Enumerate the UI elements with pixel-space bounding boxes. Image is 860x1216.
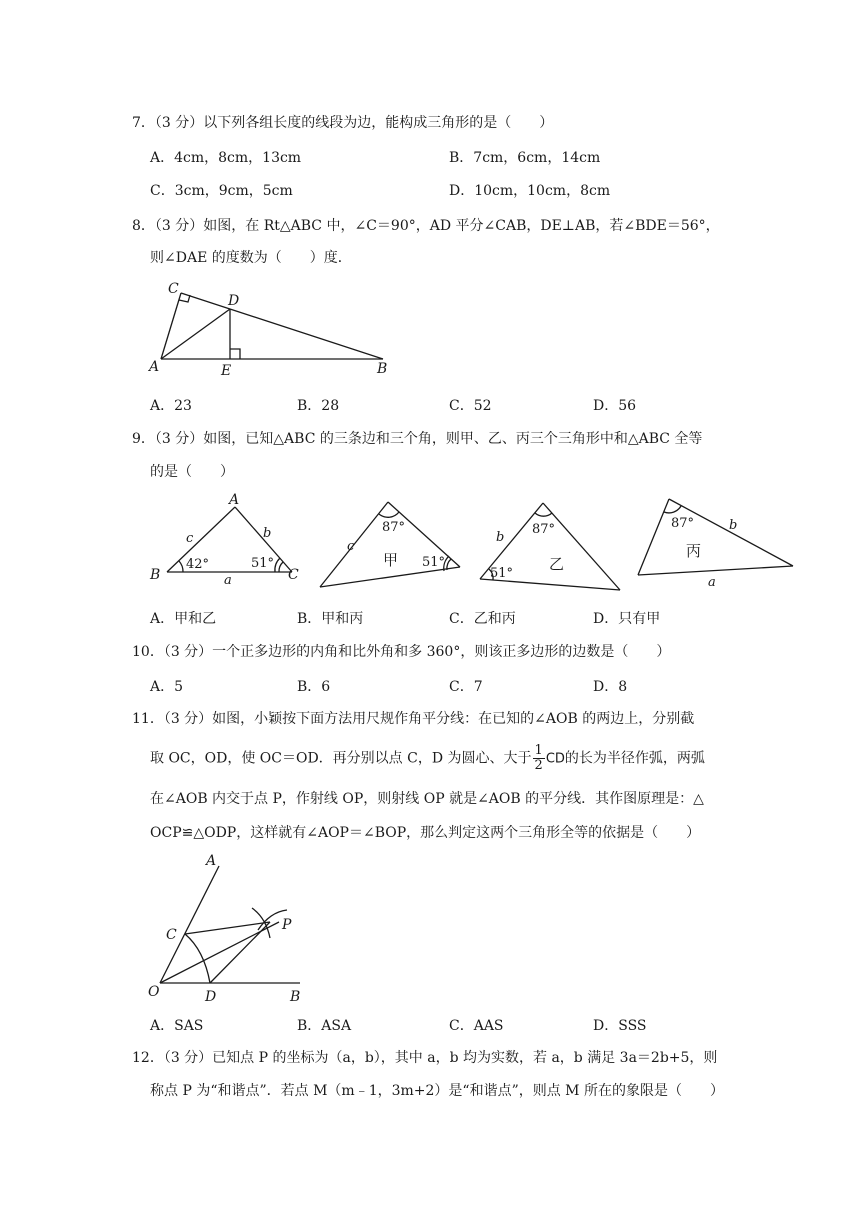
q9-bing-angle: 87° xyxy=(671,516,695,531)
q9-abc-label-a: A xyxy=(229,492,240,508)
q11-fraction xyxy=(533,744,545,773)
q10-option-a[interactable]: A．5 xyxy=(150,679,184,695)
q12-stem-line1: 12．（3 分）已知点 P 的坐标为（a，b），其中 a，b 均为实数，若 a，b 满足 3a＝2b+5，则 xyxy=(132,1050,718,1066)
q10-option-b[interactable]: B．6 xyxy=(297,679,331,695)
q9-stem-line1: 9．（3 分）如图，已知△ABC 的三条边和三个角，则甲、乙、丙三个三角形中和△ABC 全等 xyxy=(132,431,703,447)
q8-stem-line1: 8．（3 分）如图，在 Rt△ABC 中，∠C＝90°，AD 平分∠CAB，DE⊥AB，若∠BDE＝56°， xyxy=(132,218,720,234)
q9-yi-side-b: b xyxy=(496,530,505,545)
q11-stem-line4: OCP≌△ODP，这样就有∠AOP＝∠BOP，那么判定这两个三角形全等的依据是（ ） xyxy=(150,825,701,841)
q8-label-b: B xyxy=(377,361,388,377)
q9-abc-angle-b: 42° xyxy=(186,557,210,572)
q9-jia-name: 甲 xyxy=(383,551,399,569)
q11-option-c[interactable]: C．AAS xyxy=(449,1018,504,1034)
q11-option-d[interactable]: D．SSS xyxy=(593,1018,647,1034)
q9-jia-angle-right: 51° xyxy=(422,555,446,570)
q11-label-d: D xyxy=(205,989,217,1005)
q8-label-e: E xyxy=(221,363,232,379)
q8-option-b[interactable]: B．28 xyxy=(297,398,340,414)
q9-yi-angle-left: 51° xyxy=(490,566,514,581)
q11-frac-num: 1 xyxy=(534,743,543,758)
q8-label-a: A xyxy=(149,359,160,375)
q11-frac-tail: CD xyxy=(545,751,565,767)
q8-label-d: D xyxy=(228,293,240,309)
q9-abc-label-b: B xyxy=(150,567,161,583)
q9-abc-side-a: a xyxy=(224,573,232,588)
q9-bing-side-b: b xyxy=(729,518,738,533)
q9-figure xyxy=(140,488,800,590)
q7-option-c[interactable]: C．3cm，9cm，5cm xyxy=(150,183,293,199)
q11-stem-line1: 11．（3 分）如图，小颖按下面方法用尺规作角平分线：在已知的∠AOB 的两边上，分别截 xyxy=(132,711,695,727)
q8-option-d[interactable]: D．56 xyxy=(593,398,637,414)
q7-stem: 7．（3 分）以下列各组长度的线段为边，能构成三角形的是（ ） xyxy=(132,115,554,131)
q8-option-c[interactable]: C．52 xyxy=(449,398,492,414)
q10-stem: 10．（3 分）一个正多边形的内角和比外角和多 360°，则该正多边形的边数是（ ） xyxy=(132,644,671,660)
q11-line2-pre: 取 OC，OD，使 OC＝OD．再分别以点 C，D 为圆心、大于 xyxy=(150,750,532,767)
q11-label-c: C xyxy=(166,927,177,943)
q11-label-b: B xyxy=(290,989,301,1005)
q7-option-d[interactable]: D．10cm，10cm，8cm xyxy=(449,183,611,199)
q10-option-c[interactable]: C．7 xyxy=(449,679,483,695)
q11-stem-line2 xyxy=(150,744,705,773)
q9-option-a[interactable]: A．甲和乙 xyxy=(150,611,217,627)
q9-option-d[interactable]: D．只有甲 xyxy=(593,611,661,627)
q11-line2-post: 的长为半径作弧，两弧 xyxy=(564,750,705,767)
q9-bing-side-a: a xyxy=(708,575,716,590)
q9-option-c[interactable]: C．乙和丙 xyxy=(449,611,516,627)
q7-option-b[interactable]: B．7cm，6cm，14cm xyxy=(449,150,601,166)
q8-figure xyxy=(140,278,400,378)
q11-label-p: P xyxy=(282,917,292,933)
q9-jia-side-c: c xyxy=(347,539,355,554)
q7-option-a[interactable]: A．4cm，8cm，13cm xyxy=(150,150,302,166)
q9-abc-angle-c: 51° xyxy=(251,556,275,571)
q9-bing-name: 丙 xyxy=(686,542,702,560)
q9-jia-angle-top: 87° xyxy=(382,520,406,535)
q9-stem-line2: 的是（ ） xyxy=(150,464,234,480)
q9-yi-angle-top: 87° xyxy=(532,522,556,537)
q9-option-b[interactable]: B．甲和丙 xyxy=(297,611,364,627)
q12-stem-line2: 称点 P 为“和谐点”．若点 M（m﹣1，3m+2）是“和谐点”，则点 M 所在的象限是（ ） xyxy=(150,1083,724,1099)
q10-option-d[interactable]: D．8 xyxy=(593,679,628,695)
q11-frac-den: 2 xyxy=(534,758,543,773)
q8-stem-line2: 则∠DAE 的度数为（ ）度． xyxy=(150,250,352,266)
q11-figure xyxy=(140,846,340,1006)
q9-abc-label-c: C xyxy=(288,567,299,583)
q8-option-a[interactable]: A．23 xyxy=(150,398,192,414)
q8-label-c: C xyxy=(168,281,179,297)
q11-stem-line3: 在∠AOB 内交于点 P，作射线 OP，则射线 OP 就是∠AOB 的平分线．其作图原理是：△ xyxy=(150,791,704,807)
q9-abc-side-c: c xyxy=(186,531,194,546)
q11-option-a[interactable]: A．SAS xyxy=(150,1018,204,1034)
q9-abc-side-b: b xyxy=(263,526,272,541)
q11-option-b[interactable]: B．ASA xyxy=(297,1018,352,1034)
q9-yi-name: 乙 xyxy=(549,555,565,573)
q11-label-o: O xyxy=(148,984,160,1000)
q11-label-a: A xyxy=(206,853,217,869)
